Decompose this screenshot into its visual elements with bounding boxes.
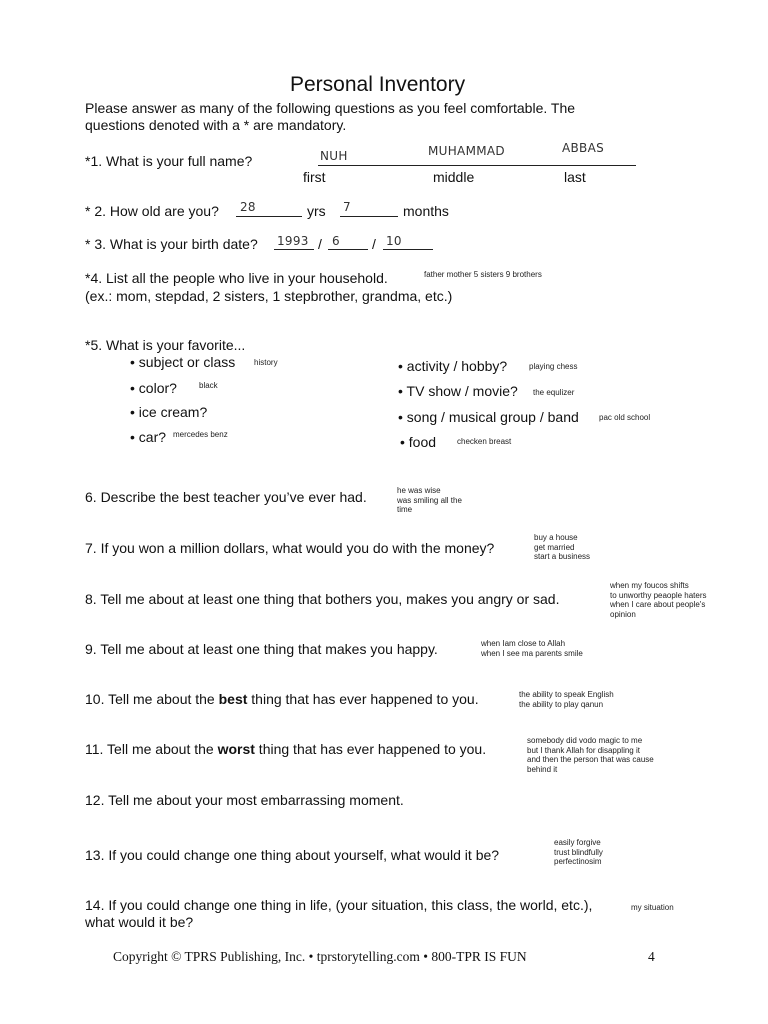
q11-label-pre: 11. Tell me about the [85, 741, 218, 757]
q4-example: (ex.: mom, stepdad, 2 sisters, 1 stepbrother, grandma, etc.) [85, 288, 453, 304]
q2-months-line [340, 216, 398, 217]
q10-label-pre: 10. Tell me about the [85, 691, 219, 707]
q11-answer-line: and then the person that was cause [527, 755, 654, 764]
q8-answer-line: to unworthy peaople haters [610, 590, 707, 600]
intro-line-2: questions denoted with a * are mandatory. [85, 117, 347, 133]
q5-song-prompt: • song / musical group / band [398, 409, 579, 425]
q13-label: 13. If you could change one thing about yourself, what would it be? [85, 847, 500, 863]
q11-answer-line: somebody did vodo magic to me [527, 736, 643, 745]
q13-answer-line: easily forgive [554, 838, 601, 847]
q2-years-value[interactable]: 28 [240, 200, 256, 214]
q10-answer-line: the ability to speak English [519, 690, 614, 699]
q5-tvshow-answer[interactable]: the equlizer [533, 388, 575, 397]
q8-answer-line: when my foucos shifts [610, 581, 689, 590]
q10-label-bold: best [218, 691, 248, 707]
q13-answer-line: trust blindfully [554, 847, 603, 857]
q2-years-unit: yrs [307, 203, 326, 219]
q9-answer-line: when Iam close to Allah [481, 639, 566, 648]
q5-subject-prompt: • subject or class [130, 354, 236, 370]
q3-month-line [328, 249, 368, 250]
q11-label [85, 741, 486, 758]
q3-day-value[interactable]: 10 [386, 234, 402, 248]
q7-answer-group[interactable] [534, 533, 590, 562]
q14-label-line-1: 14. If you could change one thing in life, (your situation, this class, the world, etc.), [85, 897, 593, 913]
q5-subject-answer[interactable]: history [254, 358, 278, 367]
page-number: 4 [648, 949, 655, 964]
q12-label: 12. Tell me about your most embarrassing moment. [85, 792, 404, 808]
q3-day-line [383, 249, 433, 250]
q5-hobby-prompt: • activity / hobby? [398, 358, 508, 374]
q2-label: * 2. How old are you? [85, 203, 219, 219]
q2-months-value[interactable]: 7 [343, 200, 351, 214]
q9-answer-line: when I see ma parents smile [481, 648, 583, 658]
q3-label: * 3. What is your birth date? [85, 236, 258, 252]
q5-hobby-answer[interactable]: playing chess [529, 362, 578, 371]
q14-answer[interactable]: my situation [631, 903, 674, 912]
q5-tvshow-prompt: • TV show / movie? [398, 383, 518, 399]
page-title: Personal Inventory [290, 73, 466, 96]
q13-answer-group[interactable] [554, 838, 603, 867]
q7-answer-line: get married [534, 542, 575, 552]
q1-last-caption: last [564, 169, 586, 185]
q3-sep-1: / [318, 236, 322, 252]
q11-answer-line: behind it [527, 764, 558, 774]
q5-car-answer[interactable]: mercedes benz [173, 430, 228, 439]
q8-answer-line: opinion [610, 609, 636, 619]
q3-sep-2: / [372, 236, 376, 252]
q4-label: *4. List all the people who live in your household. [85, 270, 388, 286]
q7-answer-line: buy a house [534, 533, 578, 542]
q4-answer[interactable]: father mother 5 sisters 9 brothers [424, 270, 542, 279]
q2-years-line [236, 216, 302, 217]
q7-label: 7. If you won a million dollars, what would you do with the money? [85, 540, 495, 556]
q5-car-prompt: • car? [130, 429, 167, 445]
q8-answer-line: when I care about people's [610, 600, 706, 609]
q5-food-prompt: • food [400, 434, 437, 450]
q5-label: *5. What is your favorite... [85, 337, 246, 353]
q1-name-line [318, 165, 636, 166]
q6-answer-group[interactable] [397, 486, 462, 515]
q5-song-answer[interactable]: pac old school [599, 413, 651, 422]
q8-label: 8. Tell me about at least one thing that bothers you, makes you angry or sad. [85, 591, 560, 607]
q5-food-answer[interactable]: checken breast [457, 437, 512, 446]
q3-year-line [274, 249, 314, 250]
q11-answer-group[interactable] [527, 736, 654, 774]
q5-icecream-prompt: • ice cream? [130, 404, 208, 420]
q1-first-caption: first [303, 169, 326, 185]
q6-label: 6. Describe the best teacher you’ve ever had. [85, 489, 367, 505]
q6-answer-line: time [397, 505, 413, 514]
q9-label: 9. Tell me about at least one thing that makes you happy. [85, 641, 438, 657]
q3-month-value[interactable]: 6 [332, 234, 340, 248]
footer-copyright: Copyright © TPRS Publishing, Inc. • tprstorytelling.com • 800-TPR IS FUN [113, 949, 527, 964]
q10-label-post: thing that has ever happened to you. [247, 691, 479, 707]
intro-line-1: Please answer as many of the following questions as you feel comfortable. The [85, 100, 576, 116]
q1-middle-caption: middle [433, 169, 475, 185]
q2-months-unit: months [403, 203, 449, 219]
q6-answer-line: was smiling all the [397, 495, 462, 505]
q5-color-answer[interactable]: black [199, 381, 218, 390]
q10-answer-line: the ability to play qanun [519, 699, 604, 709]
q11-answer-line: but I thank Allah for disappling it [527, 745, 640, 755]
q10-answer-group[interactable] [519, 690, 614, 709]
q13-answer-line: perfectinosim [554, 857, 602, 866]
q11-label-post: thing that has ever happened to you. [254, 741, 487, 757]
q1-label: *1. What is your full name? [85, 153, 253, 169]
q5-color-prompt: • color? [130, 380, 177, 396]
q11-label-bold: worst [217, 741, 255, 757]
q1-middle-value[interactable]: MUHAMMAD [428, 144, 505, 158]
q6-answer-line: he was wise [397, 486, 441, 495]
q7-answer-line: start a business [534, 552, 591, 561]
q1-first-value[interactable]: NUH [320, 149, 348, 163]
q14-label-line-2: what would it be? [85, 914, 194, 930]
q3-year-value[interactable]: 1993 [277, 234, 309, 248]
q1-last-value[interactable]: ABBAS [562, 141, 604, 155]
q8-answer-group[interactable] [610, 581, 707, 619]
q10-label [85, 691, 479, 708]
q9-answer-group[interactable] [481, 639, 583, 658]
